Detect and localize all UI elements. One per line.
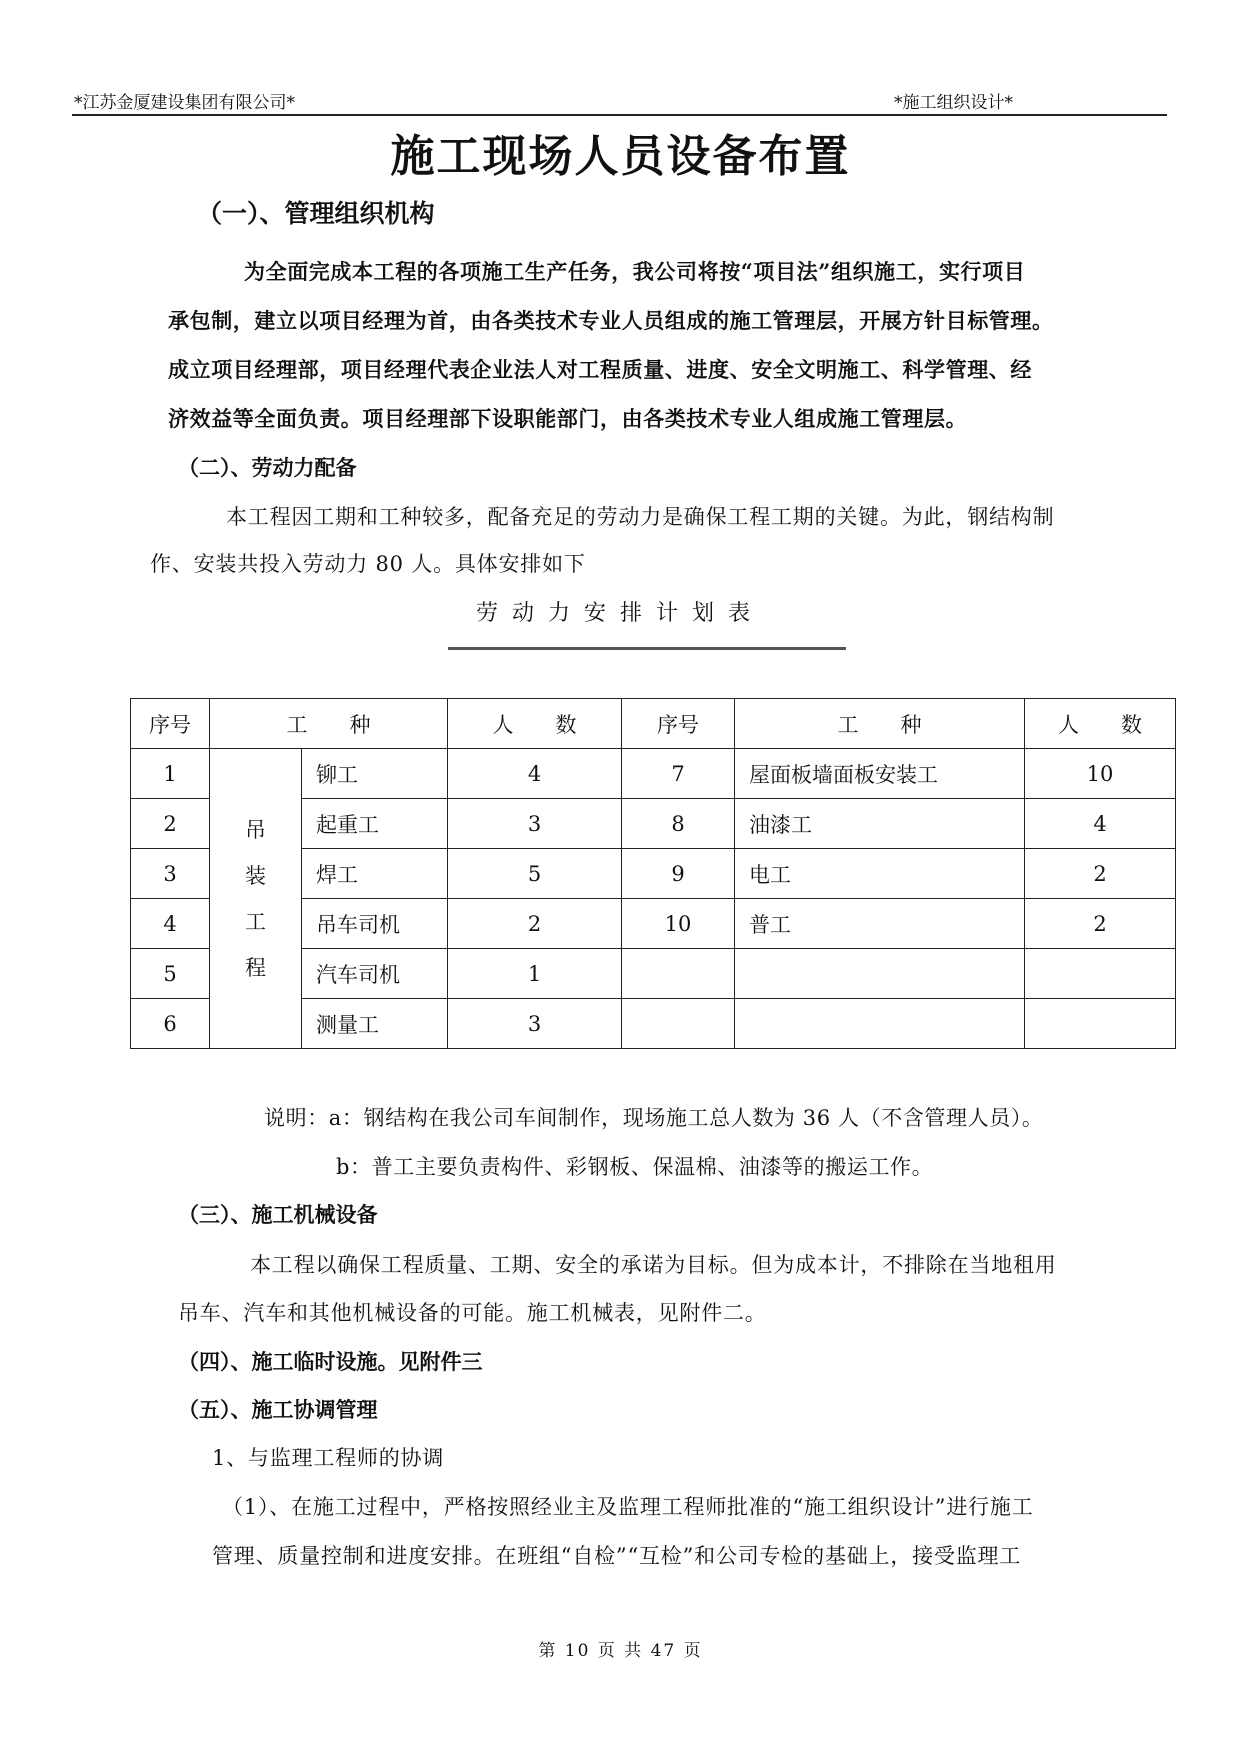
trade-cell: 普工 bbox=[735, 899, 1025, 949]
section-5-line-2: 管理、质量控制和进度安排。在班组“自检”“互检”和公司专检的基础上，接受监理工 bbox=[212, 1544, 1022, 1568]
trade-cell: 汽车司机 bbox=[302, 949, 448, 999]
count-cell: 4 bbox=[1025, 799, 1176, 849]
section-1-heading: （一）、管理组织机构 bbox=[197, 199, 435, 228]
trade-cell: 吊车司机 bbox=[302, 899, 448, 949]
section-2-heading: （二）、劳动力配备 bbox=[178, 455, 357, 480]
section-1-line-1: 为全面完成本工程的各项施工生产任务，我公司将按“项目法”组织施工，实行项目 bbox=[244, 259, 1026, 284]
table-header-row bbox=[131, 699, 1176, 749]
section-1-line-4: 济效益等全面负责。项目经理部下设职能部门，由各类技术专业人组成施工管理层。 bbox=[168, 406, 968, 431]
count-cell: 5 bbox=[448, 849, 622, 899]
group-label-char: 工 bbox=[245, 909, 266, 934]
group-label-char: 装 bbox=[245, 863, 266, 888]
section-2-line-1: 本工程因工期和工种较多，配备充足的劳动力是确保工程工期的关键。为此，钢结构制 bbox=[226, 505, 1055, 529]
section-5-subheading: 1、与监理工程师的协调 bbox=[212, 1446, 445, 1470]
table-row bbox=[131, 749, 1176, 799]
count-cell: 1 bbox=[448, 949, 622, 999]
trade-cell: 焊工 bbox=[302, 849, 448, 899]
row-number: 5 bbox=[131, 949, 210, 999]
row-number: 7 bbox=[622, 749, 735, 799]
count-cell bbox=[1025, 949, 1176, 999]
trade-cell: 铆工 bbox=[302, 749, 448, 799]
page-title: 施工现场人员设备布置 bbox=[390, 131, 851, 182]
header-company: *江苏金厦建设集团有限公司* bbox=[74, 93, 295, 113]
row-number: 2 bbox=[131, 799, 210, 849]
row-number bbox=[622, 999, 735, 1049]
count-cell: 3 bbox=[448, 799, 622, 849]
trade-cell: 屋面板墙面板安装工 bbox=[735, 749, 1025, 799]
count-cell: 10 bbox=[1025, 749, 1176, 799]
caption-rule bbox=[448, 647, 846, 650]
header-cell: 序号 bbox=[131, 699, 210, 749]
row-number: 1 bbox=[131, 749, 210, 799]
section-3-heading: （三）、施工机械设备 bbox=[178, 1202, 378, 1227]
note-a: 说明：a：钢结构在我公司车间制作，现场施工总人数为 36 人（不含管理人员）。 bbox=[264, 1106, 1044, 1130]
row-number: 10 bbox=[622, 899, 735, 949]
trade-cell: 起重工 bbox=[302, 799, 448, 849]
section-3-line-1: 本工程以确保工程质量、工期、安全的承诺为目标。但为成本计，不排除在当地租用 bbox=[250, 1253, 1057, 1277]
header-cell: 序号 bbox=[622, 699, 735, 749]
row-number: 9 bbox=[622, 849, 735, 899]
count-cell: 3 bbox=[448, 999, 622, 1049]
count-cell: 4 bbox=[448, 749, 622, 799]
section-1-line-3: 成立项目经理部，项目经理代表企业法人对工程质量、进度、安全文明施工、科学管理、经 bbox=[168, 357, 1032, 382]
trade-cell bbox=[735, 999, 1025, 1049]
section-5-heading: （五）、施工协调管理 bbox=[178, 1397, 378, 1422]
group-label-char: 程 bbox=[245, 955, 266, 980]
count-cell bbox=[1025, 999, 1176, 1049]
section-4-heading: （四）、施工临时设施。见附件三 bbox=[178, 1349, 483, 1374]
count-cell: 2 bbox=[1025, 849, 1176, 899]
row-number: 6 bbox=[131, 999, 210, 1049]
row-number bbox=[622, 949, 735, 999]
trade-cell: 测量工 bbox=[302, 999, 448, 1049]
section-1-line-2: 承包制，建立以项目经理为首，由各类技术专业人员组成的施工管理层，开展方针目标管理。 bbox=[168, 308, 1054, 333]
header-cell: 工 种 bbox=[210, 699, 448, 749]
row-number: 3 bbox=[131, 849, 210, 899]
header-cell: 工 种 bbox=[735, 699, 1025, 749]
header-cell: 人 数 bbox=[1025, 699, 1176, 749]
count-cell: 2 bbox=[448, 899, 622, 949]
group-label bbox=[210, 749, 302, 1049]
header-rule bbox=[72, 114, 1167, 116]
labor-plan-table bbox=[130, 698, 1176, 1049]
note-b: b：普工主要负责构件、彩钢板、保温棉、油漆等的搬运工作。 bbox=[336, 1155, 934, 1179]
section-5-line-1: （1）、在施工过程中，严格按照经业主及监理工程师批准的“施工组织设计”进行施工 bbox=[222, 1495, 1034, 1519]
trade-cell bbox=[735, 949, 1025, 999]
header-cell: 人 数 bbox=[448, 699, 622, 749]
section-2-line-2: 作、安装共投入劳动力 80 人。具体安排如下 bbox=[150, 552, 586, 576]
header-doc-title: *施工组织设计* bbox=[894, 93, 1013, 113]
table-caption: 劳动力安排计划表 bbox=[476, 601, 765, 626]
group-label-char: 吊 bbox=[245, 817, 266, 842]
trade-cell: 油漆工 bbox=[735, 799, 1025, 849]
row-number: 4 bbox=[131, 899, 210, 949]
trade-cell: 电工 bbox=[735, 849, 1025, 899]
count-cell: 2 bbox=[1025, 899, 1176, 949]
page-number: 第 10 页 共 47 页 bbox=[538, 1641, 703, 1661]
row-number: 8 bbox=[622, 799, 735, 849]
section-3-line-2: 吊车、汽车和其他机械设备的可能。施工机械表，见附件二。 bbox=[178, 1301, 767, 1325]
